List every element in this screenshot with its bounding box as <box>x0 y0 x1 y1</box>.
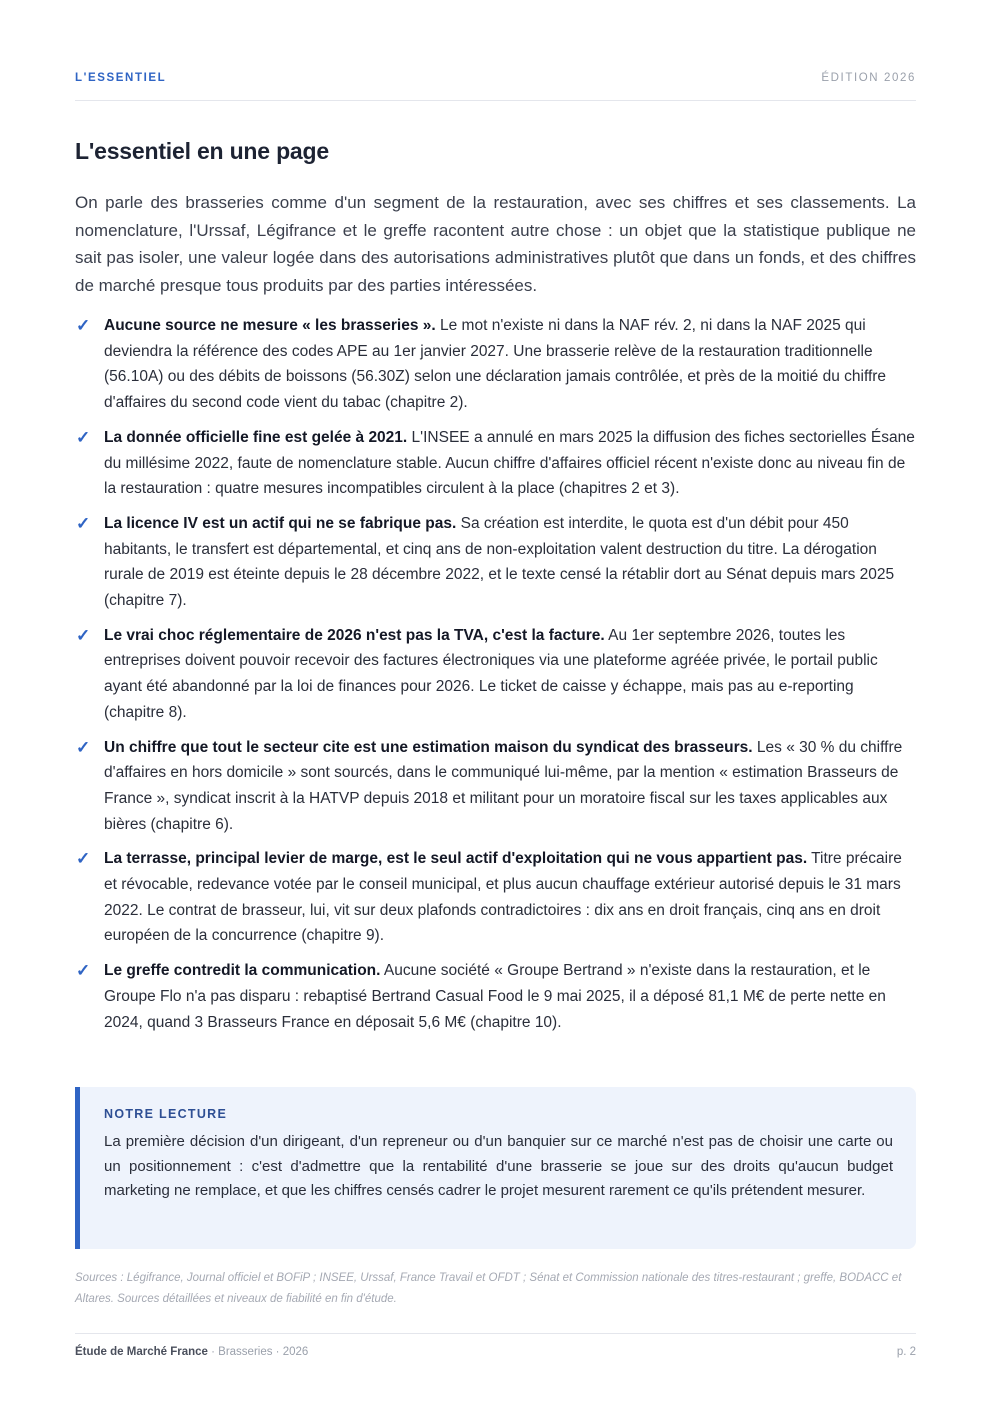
running-header <box>75 70 916 101</box>
finding-item <box>75 313 916 416</box>
callout-label: NOTRE LECTURE <box>104 1107 228 1121</box>
check-icon: ✓ <box>76 737 91 757</box>
check-icon: ✓ <box>76 625 91 645</box>
edition-label: ÉDITION 2026 <box>821 72 916 84</box>
callout-text: La première décision d'un dirigeant, d'un repreneur ou d'un banquier sur ce marché n'est pas de choisir une carte ou un positionnement : c'est d'admettre que la rentabilité d'une brasserie se joue sur des droits qu'aucun budget marketing ne remplace, et que les chiffres censés cadrer le projet mesurent rarement ce qu'ils prétendent mesurer. <box>104 1133 893 1199</box>
finding-lead: Le vrai choc réglementaire de 2026 n'est pas la TVA, c'est la facture. <box>104 626 605 644</box>
publication-name: Étude de Marché France <box>75 1346 208 1358</box>
publication-details: · Brasseries · 2026 <box>207 1346 309 1358</box>
finding-text: L'INSEE a annulé en mars 2025 la diffusion des fiches sectorielles Ésane du millésime 2022, faute de nomenclature stable. Aucun chiffre d'affaires officiel récent n'existe donc au niveau fin de la restauration : quatre mesures incompatibles circulent à la place (chapitres 2 et 3). <box>104 428 915 498</box>
page-footer <box>75 1333 916 1364</box>
finding-lead: Le greffe contredit la communication. <box>104 962 381 980</box>
finding-text: Le mot n'existe ni dans la NAF rév. 2, ni dans la NAF 2025 qui deviendra la référence des codes APE au 1er janvier 2027. Une brasserie relève de la restauration traditionnelle (56.10A) ou des débits de boissons (56.30Z) selon une déclaration jamais contrôlée, et près de la moitié du chiffre d'affaires du second code vient du tabac (chapitre 2). <box>104 317 887 412</box>
reading-callout <box>75 1087 916 1249</box>
finding-item <box>75 511 916 614</box>
check-icon: ✓ <box>76 961 91 981</box>
page-title: L'essentiel en une page <box>75 138 329 164</box>
finding-text: Aucune société « Groupe Bertrand » n'existe dans la restauration, et le Groupe Flo n'a pas disparu : rebaptisé Bertrand Casual Food le 9 mai 2025, il a déposé 81,1 M€ de perte nette en 2024, quand 3 Brasseurs France en déposait 5,6 M€ (chapitre 10). <box>104 962 886 1031</box>
finding-text: Les « 30 % du chiffre d'affaires en hors domicile » sont sourcés, dans le communiqué lui-même, par la mention « estimation Brasseurs de France », syndicat inscrit à la HATVP depuis 2018 et militant pour un moratoire fiscal sur les taxes applicables aux bières (chapitre 6). <box>104 738 903 833</box>
footer-publication <box>75 1346 308 1358</box>
findings-list <box>75 313 916 1044</box>
check-icon: ✓ <box>76 849 91 869</box>
intro-paragraph: On parle des brasseries comme d'un segment de la restauration, avec ses chiffres et ses classements. La nomenclature, l'Urssaf, Légifrance et le greffe racontent autre chose : un objet que la statistique publique ne sait pas isoler, une valeur logée dans des autorisations administratives plutôt que dans un fonds, et des chiffres de marché presque tous produits par des parties intéressées. <box>75 193 916 295</box>
check-icon: ✓ <box>76 316 91 335</box>
check-icon: ✓ <box>76 513 91 533</box>
finding-text: Au 1er septembre 2026, toutes les entreprises doivent pouvoir recevoir des factures électroniques via une plateforme agréée privée, le portail public ayant été abandonné par la loi de finances pour 2026. Le ticket de caisse y échappe, mais pas au e-reporting (chapitre 8). <box>104 626 878 721</box>
finding-item <box>75 735 916 838</box>
page-number: p. 2 <box>896 1346 916 1358</box>
finding-lead: Un chiffre que tout le secteur cite est une estimation maison du syndicat des brasseurs. <box>104 738 753 756</box>
finding-lead: La donnée officielle fine est gelée à 2021. <box>104 428 408 446</box>
finding-item <box>75 846 916 949</box>
check-icon: ✓ <box>76 427 91 447</box>
sources-note: Sources : Légifrance, Journal officiel et BOFiP ; INSEE, Urssaf, France Travail et OFDT ; Sénat et Commission nationale des titres-restaurant ; greffe, BODACC et Altares. Sources détaillées et niveaux de fiabilité en fin d'étude. <box>75 1272 902 1305</box>
finding-lead: Aucune source ne mesure « les brasseries ». <box>104 317 436 334</box>
finding-item <box>75 958 916 1035</box>
finding-item <box>75 623 916 726</box>
finding-lead: La terrasse, principal levier de marge, est le seul actif d'exploitation qui ne vous appartient pas. <box>104 850 808 868</box>
finding-item <box>75 425 916 502</box>
finding-text: Sa création est interdite, le quota est d'un débit pour 450 habitants, le transfert est départemental, et cinq ans de non-exploitation valent destruction du titre. La dérogation rurale de 2019 est éteinte depuis le 28 décembre 2022, et le texte censé la rétablir dort au Sénat depuis mars 2025 (chapitre 7). <box>104 514 895 610</box>
section-label: L'ESSENTIEL <box>75 72 167 84</box>
finding-lead: La licence IV est un actif qui ne se fabrique pas. <box>104 514 457 532</box>
finding-text: Titre précaire et révocable, redevance votée par le conseil municipal, et plus aucun chauffage extérieur autorisé depuis le 31 mars 2022. Le contrat de brasseur, lui, vit sur deux plafonds contradictoires : dix ans en droit français, cinq ans en droit européen de la concurrence (chapitre 9). <box>104 850 902 945</box>
